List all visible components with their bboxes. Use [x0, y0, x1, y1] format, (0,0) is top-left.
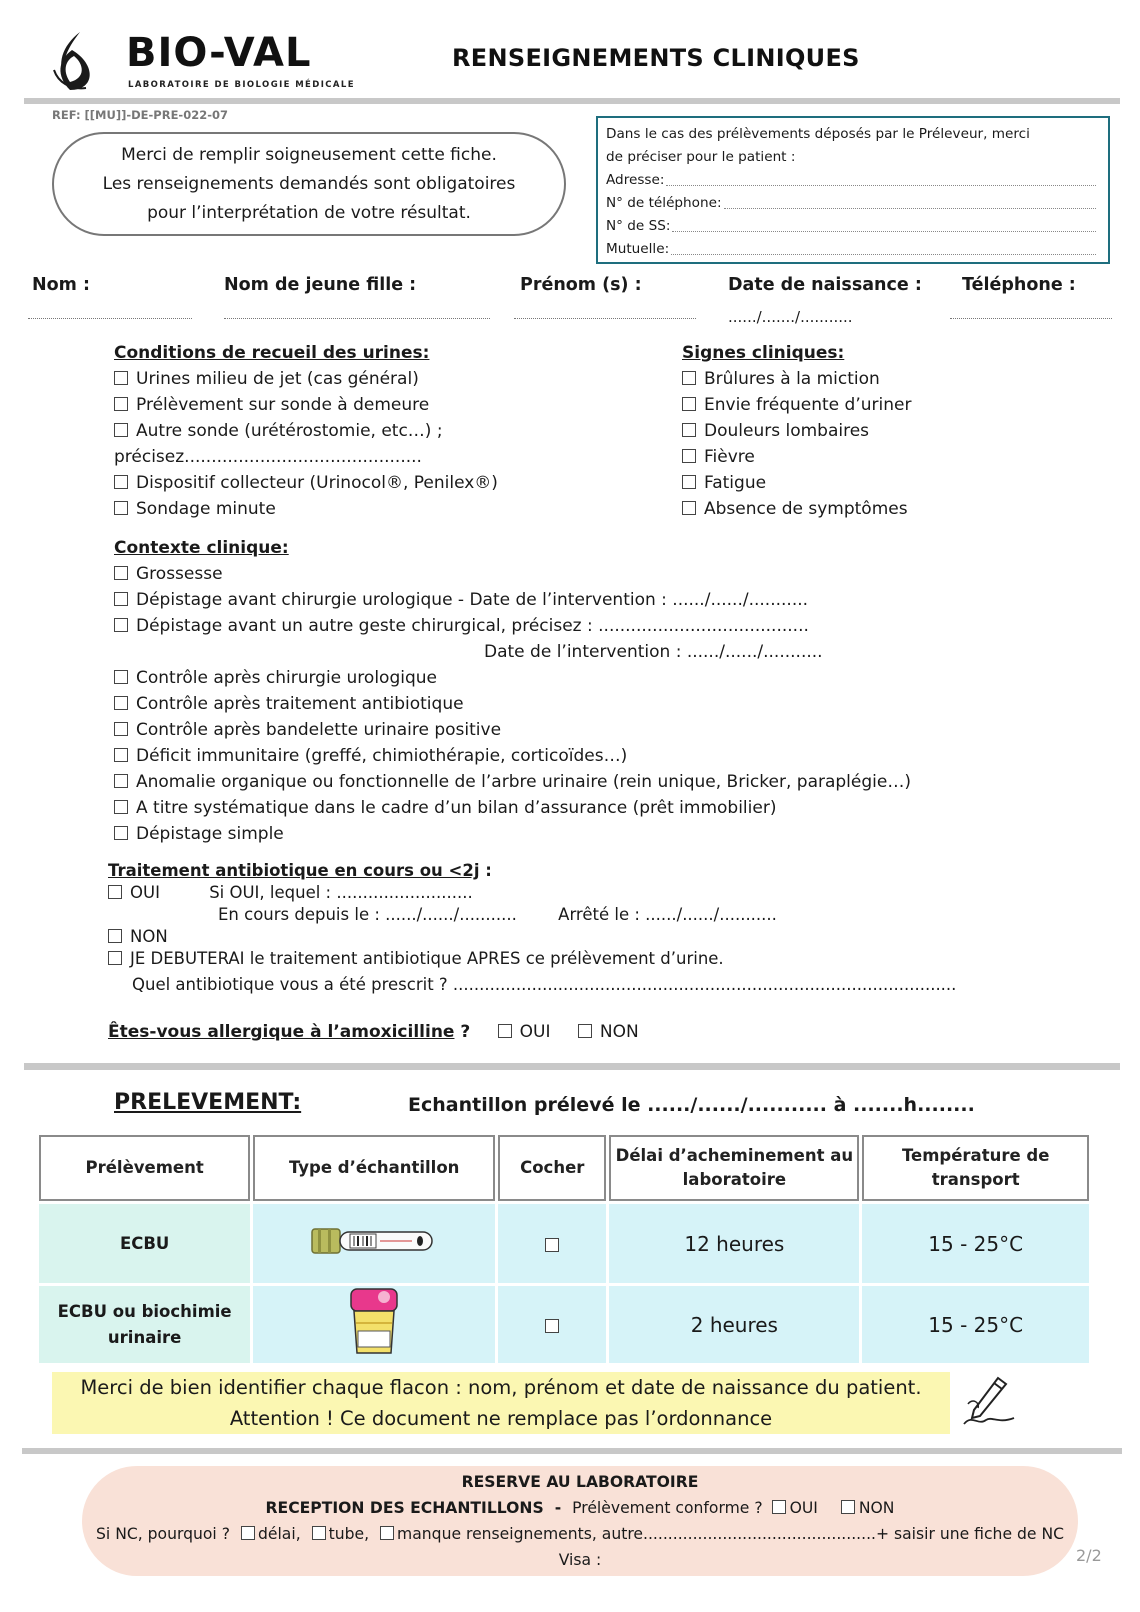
checkbox-option[interactable]: Déficit immunitaire (greffé, chimiothérapie, corticoïdes…) [114, 743, 911, 769]
field-label-ss: N° de SS: [606, 218, 671, 234]
document-title: RENSEIGNEMENTS CLINIQUES [452, 44, 860, 72]
checkbox-option[interactable]: Dépistage simple [114, 821, 911, 847]
urines-title: Conditions de recueil des urines: [114, 343, 430, 363]
checkbox[interactable] [114, 397, 128, 411]
checkbox-option[interactable]: Urines milieu de jet (cas général) [114, 366, 498, 392]
prenom-field[interactable] [514, 318, 696, 319]
temperature-cell: 15 - 25°C [862, 1204, 1089, 1283]
field-label-mutuelle: Mutuelle: [606, 241, 670, 257]
preleveur-intro: de préciser pour le patient : [606, 149, 796, 165]
urine-cup-icon [348, 1287, 400, 1357]
checkbox[interactable] [114, 566, 128, 580]
checkbox-oui[interactable] [108, 885, 122, 899]
reserve-laboratoire-panel [82, 1466, 1078, 1576]
checkbox[interactable] [114, 592, 128, 606]
nom-jeune-fille-field[interactable] [224, 318, 490, 319]
ss-field[interactable] [672, 215, 1096, 232]
checkbox[interactable] [682, 423, 696, 437]
checkbox-option[interactable]: Dépistage avant un autre geste chirurgical, précisez : ....................................... [114, 613, 911, 639]
allergie-oui-option[interactable]: OUI [498, 1022, 551, 1042]
cocher-cell[interactable] [498, 1204, 606, 1283]
date-intervention-field[interactable]: Date de l’intervention : ....../....../........... [484, 642, 823, 662]
checkbox-option[interactable]: NON [108, 926, 956, 948]
signes-section [682, 340, 911, 522]
brand-name: BIO-VAL [126, 30, 312, 76]
en-cours-field[interactable]: En cours depuis le : ....../....../........... [218, 905, 517, 924]
adresse-field[interactable] [666, 169, 1096, 186]
checkbox-option[interactable]: A titre systématique dans le cadre d’un bilan d’assurance (prêt immobilier) [114, 795, 911, 821]
antibiotique-prescrit-field[interactable]: Quel antibiotique vous a été prescrit ? ................................................................................................ [132, 975, 957, 994]
checkbox-option[interactable]: Dispositif collecteur (Urinocol®, Penilex®) [114, 470, 498, 496]
allergie-non-option[interactable]: NON [578, 1022, 639, 1042]
arrete-field[interactable]: Arrêté le : ....../....../........... [558, 905, 777, 924]
mutuelle-field[interactable] [671, 238, 1096, 255]
date-naissance-field[interactable]: ....../......./........... [728, 308, 853, 326]
urine-tube-icon [310, 1226, 438, 1256]
signes-title: Signes cliniques: [682, 343, 845, 363]
label-nom-jeune-fille: Nom de jeune fille : [224, 275, 417, 295]
checkbox[interactable] [114, 423, 128, 437]
temperature-cell: 15 - 25°C [862, 1286, 1089, 1363]
contexte-title: Contexte clinique: [114, 538, 289, 558]
checkbox[interactable] [114, 618, 128, 632]
visa-field[interactable]: Visa : [558, 1551, 602, 1569]
traitement-dates-row [108, 904, 956, 926]
echantillon-date-field[interactable]: Echantillon prélevé le ....../....../........... à .......h........ [408, 1094, 975, 1116]
traitement-oui-row: OUI Si OUI, lequel : .......................... [108, 882, 956, 904]
checkbox-option[interactable]: JE DEBUTERAI le traitement antibiotique APRES ce prélèvement d’urine. [108, 948, 956, 970]
checkbox[interactable] [578, 1024, 592, 1038]
non-conformite-row: Si NC, pourquoi ? délai, tube, manque renseignements, autre...............................................+ saisir une fiche de NC [96, 1525, 1064, 1543]
checkbox-option[interactable]: Sondage minute [114, 496, 498, 522]
checkbox-option[interactable]: Fatigue [682, 470, 911, 496]
identification-notice [52, 1372, 950, 1434]
preleveur-intro: Dans le cas des prélèvements déposés par le Préleveur, merci [606, 126, 1030, 142]
checkbox[interactable] [682, 449, 696, 463]
pen-writing-icon [958, 1374, 1018, 1430]
telephone-field-main[interactable] [950, 318, 1112, 319]
instructions-notice [52, 132, 566, 236]
brand-subtitle: LABORATOIRE DE BIOLOGIE MÉDICALE [128, 80, 355, 90]
checkbox[interactable] [682, 475, 696, 489]
checkbox[interactable] [682, 371, 696, 385]
column-header: Type d’échantillon [253, 1135, 495, 1201]
prelevement-title: PRELEVEMENT: [114, 1090, 302, 1115]
telephone-field[interactable] [724, 192, 1096, 209]
cocher-cell[interactable] [498, 1286, 606, 1363]
checkbox[interactable] [114, 826, 128, 840]
checkbox[interactable] [545, 1238, 559, 1252]
delay-cell: 2 heures [609, 1286, 859, 1363]
checkbox-debuterai[interactable] [108, 951, 122, 965]
field-label-adresse: Adresse: [606, 172, 665, 188]
checkbox-option[interactable]: Prélèvement sur sonde à demeure [114, 392, 498, 418]
notice-line: Merci de remplir soigneusement cette fiche. [121, 144, 497, 165]
sample-type-cell [253, 1204, 495, 1283]
checkbox-option[interactable]: Dépistage avant chirurgie urologique - Date de l’intervention : ....../....../........... [114, 587, 911, 613]
checkbox[interactable] [114, 800, 128, 814]
allergie-row: Êtes-vous allergique à l’amoxicilline ? OUI NON [108, 1022, 639, 1042]
page-number: 2/2 [1076, 1546, 1102, 1565]
sample-name: ECBU ou biochimie urinaire [39, 1286, 250, 1363]
checkbox[interactable] [545, 1319, 559, 1333]
lequel-field[interactable]: Si OUI, lequel : .......................... [209, 883, 473, 902]
checkbox[interactable] [114, 670, 128, 684]
checkbox[interactable] [114, 501, 128, 515]
checkbox[interactable] [498, 1024, 512, 1038]
checkbox[interactable] [114, 696, 128, 710]
identification-line: Attention ! Ce document ne remplace pas l’ordonnance [229, 1407, 773, 1430]
nom-field[interactable] [28, 318, 192, 319]
identification-line: Merci de bien identifier chaque flacon : nom, prénom et date de naissance du patient. [80, 1376, 922, 1399]
sample-name: ECBU [39, 1204, 250, 1283]
checkbox-non[interactable] [108, 929, 122, 943]
checkbox-option[interactable]: Absence de symptômes [682, 496, 911, 522]
column-header: Température de transport [862, 1135, 1089, 1201]
section-divider [24, 1063, 1120, 1070]
allergie-question: Êtes-vous allergique à l’amoxicilline [108, 1022, 455, 1042]
field-label-telephone: N° de téléphone: [606, 195, 722, 211]
checkbox[interactable] [682, 397, 696, 411]
column-header: Cocher [498, 1135, 606, 1201]
bio-val-logo-icon [52, 30, 98, 94]
label-date-naissance: Date de naissance : [728, 275, 922, 295]
label-prenom: Prénom (s) : [520, 275, 642, 295]
checkbox-conforme-oui[interactable] [772, 1500, 786, 1514]
urines-section [114, 340, 498, 522]
precisez-field[interactable]: précisez............................................ [114, 447, 422, 467]
header-divider [24, 98, 1120, 104]
checkbox-conforme-non[interactable] [841, 1500, 855, 1514]
column-header: Délai d’acheminement au laboratoire [609, 1135, 859, 1201]
checkbox[interactable] [114, 371, 128, 385]
checkbox-option[interactable]: Grossesse [114, 561, 911, 587]
traitement-section: Traitement antibiotique en cours ou <2j : OUI Si OUI, lequel : .......................... En cours depuis le : ....../....../........... Arrêté le : ....../....../........... NON JE DEBUTERAI le traitement antibiotique APRES ce prélèvement d’urine. Quel antibiotique vous a été prescrit ? ................................................................................................ [108, 861, 957, 994]
checkbox[interactable] [682, 501, 696, 515]
column-header: Prélèvement [39, 1135, 250, 1201]
notice-line: pour l’interprétation de votre résultat. [147, 202, 471, 223]
checkbox-option[interactable]: Brûlures à la miction [682, 366, 911, 392]
checkbox-option[interactable]: Envie fréquente d’uriner [682, 392, 911, 418]
checkbox-option[interactable]: Fièvre [682, 444, 911, 470]
preleveur-info-box [596, 116, 1110, 264]
notice-line: Les renseignements demandés sont obligatoires [102, 173, 516, 194]
checkbox-option[interactable]: Autre sonde (urétérostomie, etc…) ; [114, 418, 498, 444]
reception-row: RECEPTION DES ECHANTILLONS - Prélèvement conforme ? OUI NON [265, 1499, 895, 1517]
table-header-row [39, 1135, 1089, 1201]
table-row [39, 1286, 1089, 1363]
delay-cell: 12 heures [609, 1204, 859, 1283]
document-reference: REF: [[MU]]-DE-PRE-022-07 [52, 108, 228, 122]
traitement-title: Traitement antibiotique en cours ou <2j [108, 861, 480, 880]
samples-table [36, 1132, 1092, 1366]
reserve-title: RESERVE AU LABORATOIRE [461, 1473, 699, 1491]
checkbox-option[interactable]: Contrôle après traitement antibiotique [114, 691, 911, 717]
checkbox-manque[interactable] [380, 1526, 394, 1540]
checkbox[interactable] [114, 748, 128, 762]
checkbox-tube[interactable] [312, 1526, 326, 1540]
checkbox-option[interactable]: Douleurs lombaires [682, 418, 911, 444]
label-nom: Nom : [32, 275, 90, 295]
section-divider [22, 1448, 1122, 1454]
checkbox-option[interactable]: Anomalie organique ou fonctionnelle de l’arbre urinaire (rein unique, Bricker, paraplégie…) [114, 769, 911, 795]
label-telephone: Téléphone : [962, 275, 1076, 295]
checkbox[interactable] [114, 722, 128, 736]
sample-type-cell [253, 1286, 495, 1363]
checkbox-delai[interactable] [241, 1526, 255, 1540]
checkbox[interactable] [114, 774, 128, 788]
table-row [39, 1204, 1089, 1283]
contexte-section [114, 535, 911, 847]
checkbox-option[interactable]: Contrôle après chirurgie urologique [114, 665, 911, 691]
checkbox-option[interactable]: Contrôle après bandelette urinaire positive [114, 717, 911, 743]
checkbox[interactable] [114, 475, 128, 489]
